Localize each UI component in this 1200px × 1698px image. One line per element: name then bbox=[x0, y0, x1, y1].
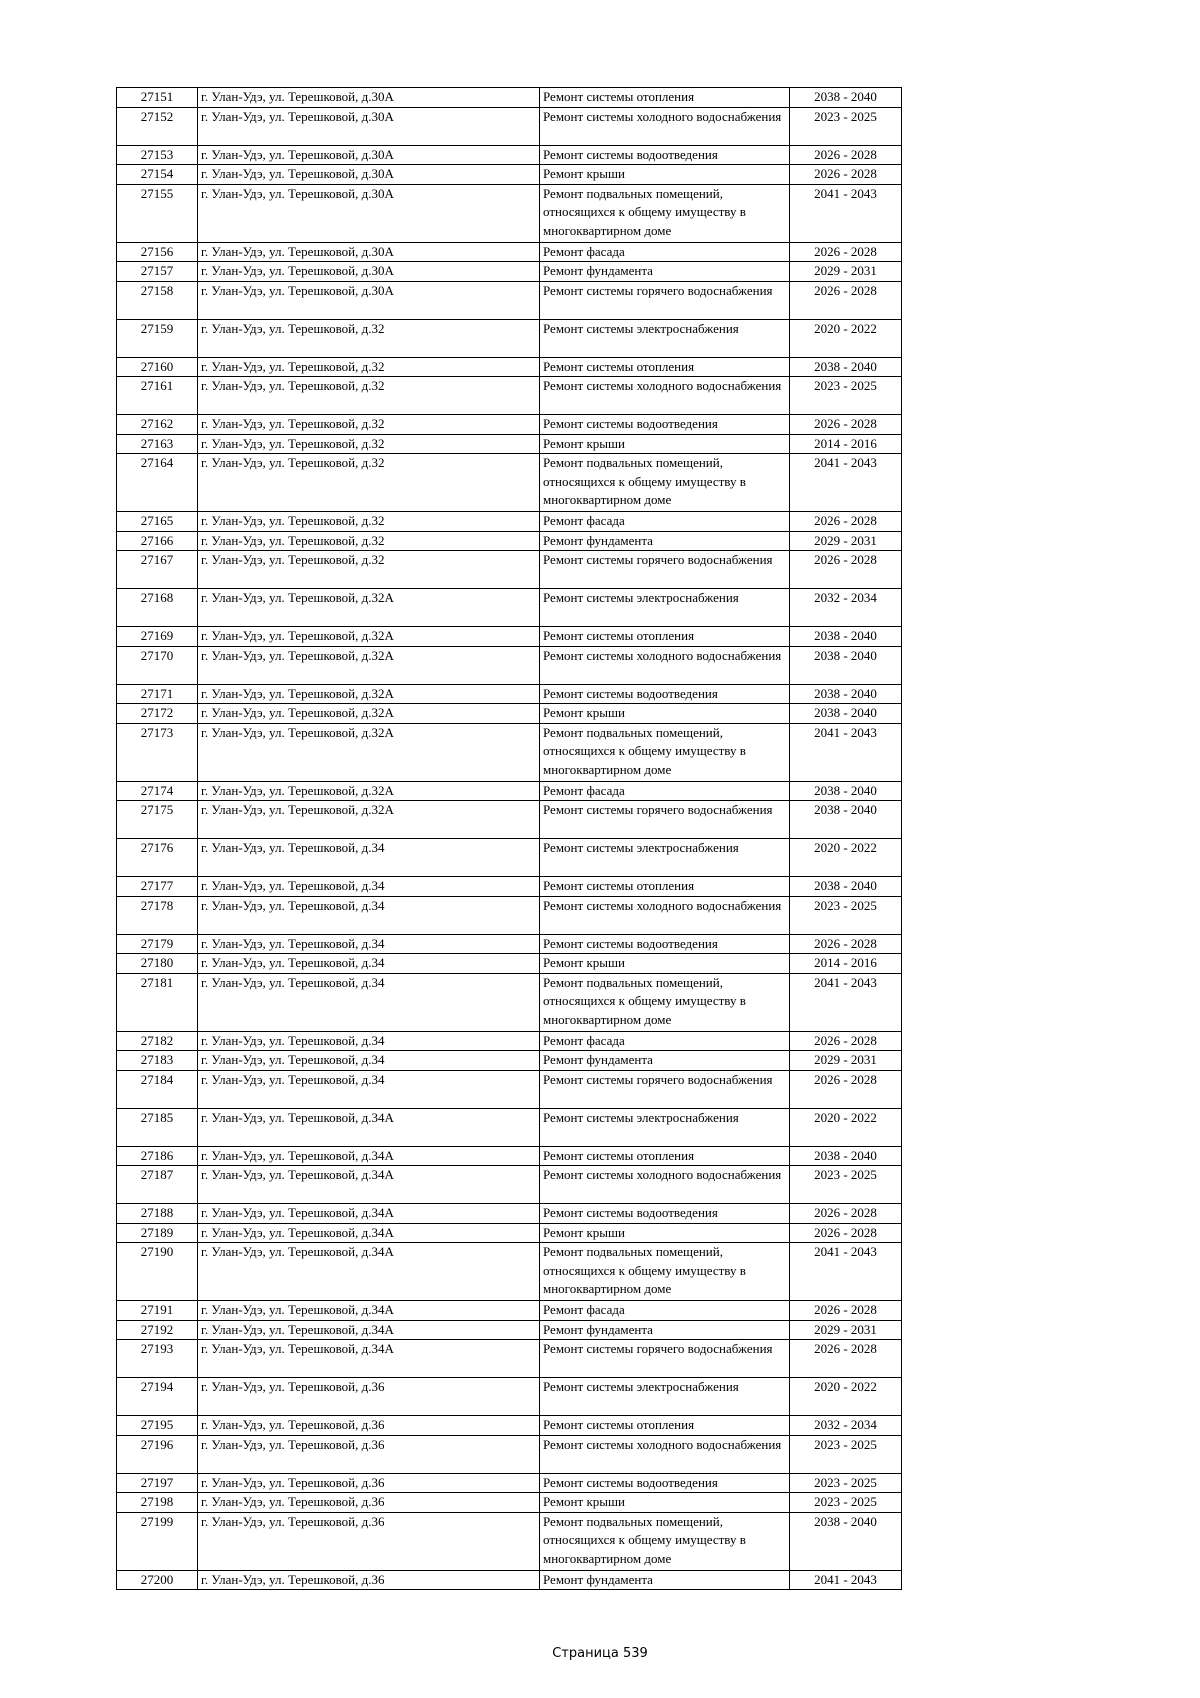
address-cell: г. Улан-Удэ, ул. Терешковой, д.34 bbox=[198, 973, 540, 1031]
table-row bbox=[117, 242, 902, 262]
period-cell: 2038 - 2040 bbox=[790, 627, 902, 647]
address-cell: г. Улан-Удэ, ул. Терешковой, д.32 bbox=[198, 531, 540, 551]
row-number-cell: 27189 bbox=[117, 1223, 198, 1243]
period-cell: 2038 - 2040 bbox=[790, 801, 902, 839]
table-row bbox=[117, 1243, 902, 1301]
table-row bbox=[117, 145, 902, 165]
period-cell: 2023 - 2025 bbox=[790, 896, 902, 934]
table-row bbox=[117, 415, 902, 435]
row-number-cell: 27197 bbox=[117, 1473, 198, 1493]
table-row bbox=[117, 165, 902, 185]
work-type-cell: Ремонт фундамента bbox=[540, 262, 790, 282]
table-row bbox=[117, 1146, 902, 1166]
work-type-cell: Ремонт системы электроснабжения bbox=[540, 839, 790, 877]
row-number-cell: 27176 bbox=[117, 839, 198, 877]
row-number-cell: 27156 bbox=[117, 242, 198, 262]
address-cell: г. Улан-Удэ, ул. Терешковой, д.36 bbox=[198, 1473, 540, 1493]
address-cell: г. Улан-Удэ, ул. Терешковой, д.36 bbox=[198, 1512, 540, 1570]
address-cell: г. Улан-Удэ, ул. Терешковой, д.32 bbox=[198, 512, 540, 532]
row-number-cell: 27173 bbox=[117, 723, 198, 781]
row-number-cell: 27180 bbox=[117, 954, 198, 974]
period-cell: 2038 - 2040 bbox=[790, 1146, 902, 1166]
address-cell: г. Улан-Удэ, ул. Терешковой, д.32 bbox=[198, 454, 540, 512]
table-row bbox=[117, 551, 902, 589]
work-type-cell: Ремонт фундамента bbox=[540, 531, 790, 551]
period-cell: 2026 - 2028 bbox=[790, 1301, 902, 1321]
address-cell: г. Улан-Удэ, ул. Терешковой, д.32А bbox=[198, 781, 540, 801]
row-number-cell: 27160 bbox=[117, 357, 198, 377]
table-row bbox=[117, 723, 902, 781]
period-cell: 2041 - 2043 bbox=[790, 1570, 902, 1590]
period-cell: 2038 - 2040 bbox=[790, 1512, 902, 1570]
address-cell: г. Улан-Удэ, ул. Терешковой, д.30А bbox=[198, 88, 540, 108]
row-number-cell: 27171 bbox=[117, 684, 198, 704]
work-type-cell: Ремонт системы отопления bbox=[540, 627, 790, 647]
address-cell: г. Улан-Удэ, ул. Терешковой, д.36 bbox=[198, 1435, 540, 1473]
work-type-cell: Ремонт системы водоотведения bbox=[540, 1473, 790, 1493]
work-type-cell: Ремонт системы холодного водоснабжения bbox=[540, 896, 790, 934]
address-cell: г. Улан-Удэ, ул. Терешковой, д.34 bbox=[198, 934, 540, 954]
work-type-cell: Ремонт фасада bbox=[540, 781, 790, 801]
row-number-cell: 27200 bbox=[117, 1570, 198, 1590]
row-number-cell: 27185 bbox=[117, 1108, 198, 1146]
work-type-cell: Ремонт подвальных помещений, относящихся к общему имуществу в многоквартирном доме bbox=[540, 1512, 790, 1570]
work-type-cell: Ремонт системы холодного водоснабжения bbox=[540, 1166, 790, 1204]
page-number: Страница 539 bbox=[552, 1646, 648, 1661]
period-cell: 2026 - 2028 bbox=[790, 165, 902, 185]
period-cell: 2014 - 2016 bbox=[790, 434, 902, 454]
work-type-cell: Ремонт подвальных помещений, относящихся к общему имуществу в многоквартирном доме bbox=[540, 1243, 790, 1301]
row-number-cell: 27165 bbox=[117, 512, 198, 532]
table-row bbox=[117, 1204, 902, 1224]
work-type-cell: Ремонт крыши bbox=[540, 954, 790, 974]
period-cell: 2023 - 2025 bbox=[790, 377, 902, 415]
work-type-cell: Ремонт системы холодного водоснабжения bbox=[540, 1435, 790, 1473]
work-type-cell: Ремонт системы отопления bbox=[540, 1146, 790, 1166]
address-cell: г. Улан-Удэ, ул. Терешковой, д.30А bbox=[198, 107, 540, 145]
work-type-cell: Ремонт системы горячего водоснабжения bbox=[540, 801, 790, 839]
address-cell: г. Улан-Удэ, ул. Терешковой, д.32 bbox=[198, 415, 540, 435]
work-type-cell: Ремонт системы электроснабжения bbox=[540, 589, 790, 627]
address-cell: г. Улан-Удэ, ул. Терешковой, д.34А bbox=[198, 1243, 540, 1301]
address-cell: г. Улан-Удэ, ул. Терешковой, д.36 bbox=[198, 1416, 540, 1436]
row-number-cell: 27199 bbox=[117, 1512, 198, 1570]
row-number-cell: 27159 bbox=[117, 319, 198, 357]
row-number-cell: 27190 bbox=[117, 1243, 198, 1301]
address-cell: г. Улан-Удэ, ул. Терешковой, д.32А bbox=[198, 627, 540, 647]
work-type-cell: Ремонт системы водоотведения bbox=[540, 145, 790, 165]
table-row bbox=[117, 1570, 902, 1590]
work-type-cell: Ремонт системы отопления bbox=[540, 877, 790, 897]
table-row bbox=[117, 877, 902, 897]
table-row bbox=[117, 1166, 902, 1204]
period-cell: 2041 - 2043 bbox=[790, 973, 902, 1031]
address-cell: г. Улан-Удэ, ул. Терешковой, д.34 bbox=[198, 954, 540, 974]
period-cell: 2020 - 2022 bbox=[790, 1108, 902, 1146]
row-number-cell: 27151 bbox=[117, 88, 198, 108]
work-type-cell: Ремонт системы водоотведения bbox=[540, 1204, 790, 1224]
table-row bbox=[117, 262, 902, 282]
period-cell: 2026 - 2028 bbox=[790, 512, 902, 532]
row-number-cell: 27153 bbox=[117, 145, 198, 165]
work-type-cell: Ремонт системы водоотведения bbox=[540, 684, 790, 704]
row-number-cell: 27183 bbox=[117, 1051, 198, 1071]
period-cell: 2032 - 2034 bbox=[790, 589, 902, 627]
period-cell: 2038 - 2040 bbox=[790, 704, 902, 724]
row-number-cell: 27170 bbox=[117, 646, 198, 684]
row-number-cell: 27191 bbox=[117, 1301, 198, 1321]
period-cell: 2026 - 2028 bbox=[790, 1223, 902, 1243]
work-type-cell: Ремонт подвальных помещений, относящихся к общему имуществу в многоквартирном доме bbox=[540, 184, 790, 242]
period-cell: 2020 - 2022 bbox=[790, 839, 902, 877]
period-cell: 2041 - 2043 bbox=[790, 454, 902, 512]
period-cell: 2026 - 2028 bbox=[790, 551, 902, 589]
period-cell: 2026 - 2028 bbox=[790, 242, 902, 262]
table-row bbox=[117, 434, 902, 454]
table-row bbox=[117, 531, 902, 551]
row-number-cell: 27196 bbox=[117, 1435, 198, 1473]
table-row bbox=[117, 1031, 902, 1051]
address-cell: г. Улан-Удэ, ул. Терешковой, д.32А bbox=[198, 801, 540, 839]
row-number-cell: 27175 bbox=[117, 801, 198, 839]
work-type-cell: Ремонт системы отопления bbox=[540, 1416, 790, 1436]
row-number-cell: 27194 bbox=[117, 1378, 198, 1416]
work-type-cell: Ремонт системы горячего водоснабжения bbox=[540, 281, 790, 319]
work-type-cell: Ремонт системы холодного водоснабжения bbox=[540, 646, 790, 684]
address-cell: г. Улан-Удэ, ул. Терешковой, д.34А bbox=[198, 1320, 540, 1340]
work-type-cell: Ремонт фасада bbox=[540, 512, 790, 532]
period-cell: 2038 - 2040 bbox=[790, 357, 902, 377]
address-cell: г. Улан-Удэ, ул. Терешковой, д.32 bbox=[198, 357, 540, 377]
period-cell: 2026 - 2028 bbox=[790, 415, 902, 435]
work-type-cell: Ремонт системы водоотведения bbox=[540, 934, 790, 954]
period-cell: 2032 - 2034 bbox=[790, 1416, 902, 1436]
table-row bbox=[117, 646, 902, 684]
table-row bbox=[117, 1340, 902, 1378]
row-number-cell: 27178 bbox=[117, 896, 198, 934]
work-type-cell: Ремонт системы отопления bbox=[540, 357, 790, 377]
table-row bbox=[117, 88, 902, 108]
row-number-cell: 27158 bbox=[117, 281, 198, 319]
work-type-cell: Ремонт подвальных помещений, относящихся к общему имуществу в многоквартирном доме bbox=[540, 973, 790, 1031]
period-cell: 2026 - 2028 bbox=[790, 1070, 902, 1108]
row-number-cell: 27154 bbox=[117, 165, 198, 185]
address-cell: г. Улан-Удэ, ул. Терешковой, д.32 bbox=[198, 551, 540, 589]
table-row bbox=[117, 627, 902, 647]
period-cell: 2038 - 2040 bbox=[790, 646, 902, 684]
table-row bbox=[117, 684, 902, 704]
address-cell: г. Улан-Удэ, ул. Терешковой, д.32А bbox=[198, 704, 540, 724]
address-cell: г. Улан-Удэ, ул. Терешковой, д.34 bbox=[198, 839, 540, 877]
address-cell: г. Улан-Удэ, ул. Терешковой, д.30А bbox=[198, 262, 540, 282]
address-cell: г. Улан-Удэ, ул. Терешковой, д.34А bbox=[198, 1301, 540, 1321]
table-row bbox=[117, 184, 902, 242]
work-type-cell: Ремонт крыши bbox=[540, 1223, 790, 1243]
table-row bbox=[117, 801, 902, 839]
work-type-cell: Ремонт крыши bbox=[540, 434, 790, 454]
period-cell: 2023 - 2025 bbox=[790, 1493, 902, 1513]
address-cell: г. Улан-Удэ, ул. Терешковой, д.32А bbox=[198, 723, 540, 781]
address-cell: г. Улан-Удэ, ул. Терешковой, д.30А bbox=[198, 145, 540, 165]
address-cell: г. Улан-Удэ, ул. Терешковой, д.30А bbox=[198, 281, 540, 319]
table-row bbox=[117, 589, 902, 627]
row-number-cell: 27168 bbox=[117, 589, 198, 627]
work-type-cell: Ремонт системы горячего водоснабжения bbox=[540, 1340, 790, 1378]
table-row bbox=[117, 377, 902, 415]
work-type-cell: Ремонт системы холодного водоснабжения bbox=[540, 377, 790, 415]
row-number-cell: 27172 bbox=[117, 704, 198, 724]
work-type-cell: Ремонт системы электроснабжения bbox=[540, 1108, 790, 1146]
table-row bbox=[117, 1070, 902, 1108]
row-number-cell: 27162 bbox=[117, 415, 198, 435]
table-row bbox=[117, 1301, 902, 1321]
address-cell: г. Улан-Удэ, ул. Терешковой, д.34А bbox=[198, 1108, 540, 1146]
table-row bbox=[117, 954, 902, 974]
address-cell: г. Улан-Удэ, ул. Терешковой, д.34А bbox=[198, 1204, 540, 1224]
period-cell: 2038 - 2040 bbox=[790, 877, 902, 897]
row-number-cell: 27182 bbox=[117, 1031, 198, 1051]
table-row bbox=[117, 107, 902, 145]
table-row bbox=[117, 1512, 902, 1570]
period-cell: 2029 - 2031 bbox=[790, 1320, 902, 1340]
work-type-cell: Ремонт фундамента bbox=[540, 1051, 790, 1071]
address-cell: г. Улан-Удэ, ул. Терешковой, д.34А bbox=[198, 1340, 540, 1378]
period-cell: 2023 - 2025 bbox=[790, 1435, 902, 1473]
table-row bbox=[117, 781, 902, 801]
row-number-cell: 27187 bbox=[117, 1166, 198, 1204]
period-cell: 2026 - 2028 bbox=[790, 1031, 902, 1051]
table-row bbox=[117, 454, 902, 512]
row-number-cell: 27188 bbox=[117, 1204, 198, 1224]
row-number-cell: 27192 bbox=[117, 1320, 198, 1340]
period-cell: 2029 - 2031 bbox=[790, 262, 902, 282]
address-cell: г. Улан-Удэ, ул. Терешковой, д.32 bbox=[198, 434, 540, 454]
address-cell: г. Улан-Удэ, ул. Терешковой, д.36 bbox=[198, 1493, 540, 1513]
period-cell: 2041 - 2043 bbox=[790, 1243, 902, 1301]
period-cell: 2026 - 2028 bbox=[790, 281, 902, 319]
period-cell: 2026 - 2028 bbox=[790, 934, 902, 954]
work-type-cell: Ремонт системы водоотведения bbox=[540, 415, 790, 435]
work-type-cell: Ремонт фундамента bbox=[540, 1320, 790, 1340]
address-cell: г. Улан-Удэ, ул. Терешковой, д.34 bbox=[198, 896, 540, 934]
row-number-cell: 27186 bbox=[117, 1146, 198, 1166]
table-row bbox=[117, 319, 902, 357]
work-type-cell: Ремонт фасада bbox=[540, 242, 790, 262]
table-body bbox=[117, 88, 902, 1590]
period-cell: 2014 - 2016 bbox=[790, 954, 902, 974]
address-cell: г. Улан-Удэ, ул. Терешковой, д.30А bbox=[198, 242, 540, 262]
address-cell: г. Улан-Удэ, ул. Терешковой, д.30А bbox=[198, 165, 540, 185]
row-number-cell: 27152 bbox=[117, 107, 198, 145]
table-row bbox=[117, 1108, 902, 1146]
row-number-cell: 27163 bbox=[117, 434, 198, 454]
address-cell: г. Улан-Удэ, ул. Терешковой, д.34А bbox=[198, 1166, 540, 1204]
row-number-cell: 27167 bbox=[117, 551, 198, 589]
table-row bbox=[117, 1051, 902, 1071]
row-number-cell: 27184 bbox=[117, 1070, 198, 1108]
work-type-cell: Ремонт фасада bbox=[540, 1031, 790, 1051]
table-row bbox=[117, 1435, 902, 1473]
address-cell: г. Улан-Удэ, ул. Терешковой, д.32А bbox=[198, 684, 540, 704]
table-row bbox=[117, 1416, 902, 1436]
work-type-cell: Ремонт системы электроснабжения bbox=[540, 1378, 790, 1416]
period-cell: 2020 - 2022 bbox=[790, 319, 902, 357]
row-number-cell: 27169 bbox=[117, 627, 198, 647]
work-type-cell: Ремонт системы отопления bbox=[540, 88, 790, 108]
address-cell: г. Улан-Удэ, ул. Терешковой, д.34 bbox=[198, 1031, 540, 1051]
row-number-cell: 27174 bbox=[117, 781, 198, 801]
table-row bbox=[117, 704, 902, 724]
address-cell: г. Улан-Удэ, ул. Терешковой, д.34 bbox=[198, 1051, 540, 1071]
row-number-cell: 27195 bbox=[117, 1416, 198, 1436]
table-row bbox=[117, 839, 902, 877]
work-type-cell: Ремонт крыши bbox=[540, 704, 790, 724]
row-number-cell: 27161 bbox=[117, 377, 198, 415]
period-cell: 2026 - 2028 bbox=[790, 1340, 902, 1378]
period-cell: 2038 - 2040 bbox=[790, 88, 902, 108]
table-row bbox=[117, 1223, 902, 1243]
work-type-cell: Ремонт подвальных помещений, относящихся к общему имуществу в многоквартирном доме bbox=[540, 723, 790, 781]
table-row bbox=[117, 896, 902, 934]
row-number-cell: 27179 bbox=[117, 934, 198, 954]
row-number-cell: 27177 bbox=[117, 877, 198, 897]
period-cell: 2023 - 2025 bbox=[790, 1473, 902, 1493]
work-type-cell: Ремонт системы холодного водоснабжения bbox=[540, 107, 790, 145]
address-cell: г. Улан-Удэ, ул. Терешковой, д.34А bbox=[198, 1223, 540, 1243]
work-type-cell: Ремонт крыши bbox=[540, 165, 790, 185]
period-cell: 2023 - 2025 bbox=[790, 1166, 902, 1204]
repair-schedule-table bbox=[116, 87, 902, 1590]
address-cell: г. Улан-Удэ, ул. Терешковой, д.30А bbox=[198, 184, 540, 242]
address-cell: г. Улан-Удэ, ул. Терешковой, д.36 bbox=[198, 1378, 540, 1416]
address-cell: г. Улан-Удэ, ул. Терешковой, д.34 bbox=[198, 1070, 540, 1108]
table-row bbox=[117, 1378, 902, 1416]
table-row bbox=[117, 934, 902, 954]
work-type-cell: Ремонт подвальных помещений, относящихся к общему имуществу в многоквартирном доме bbox=[540, 454, 790, 512]
address-cell: г. Улан-Удэ, ул. Терешковой, д.34 bbox=[198, 877, 540, 897]
table-row bbox=[117, 1320, 902, 1340]
address-cell: г. Улан-Удэ, ул. Терешковой, д.32А bbox=[198, 646, 540, 684]
period-cell: 2038 - 2040 bbox=[790, 781, 902, 801]
work-type-cell: Ремонт фундамента bbox=[540, 1570, 790, 1590]
period-cell: 2041 - 2043 bbox=[790, 723, 902, 781]
row-number-cell: 27198 bbox=[117, 1493, 198, 1513]
period-cell: 2029 - 2031 bbox=[790, 531, 902, 551]
address-cell: г. Улан-Удэ, ул. Терешковой, д.34А bbox=[198, 1146, 540, 1166]
address-cell: г. Улан-Удэ, ул. Терешковой, д.32 bbox=[198, 377, 540, 415]
period-cell: 2020 - 2022 bbox=[790, 1378, 902, 1416]
table-row bbox=[117, 973, 902, 1031]
table-row bbox=[117, 1493, 902, 1513]
row-number-cell: 27155 bbox=[117, 184, 198, 242]
work-type-cell: Ремонт крыши bbox=[540, 1493, 790, 1513]
period-cell: 2038 - 2040 bbox=[790, 684, 902, 704]
work-type-cell: Ремонт системы горячего водоснабжения bbox=[540, 551, 790, 589]
table-row bbox=[117, 281, 902, 319]
row-number-cell: 27166 bbox=[117, 531, 198, 551]
table-row bbox=[117, 357, 902, 377]
address-cell: г. Улан-Удэ, ул. Терешковой, д.32А bbox=[198, 589, 540, 627]
address-cell: г. Улан-Удэ, ул. Терешковой, д.32 bbox=[198, 319, 540, 357]
period-cell: 2041 - 2043 bbox=[790, 184, 902, 242]
work-type-cell: Ремонт системы электроснабжения bbox=[540, 319, 790, 357]
work-type-cell: Ремонт фасада bbox=[540, 1301, 790, 1321]
table-row bbox=[117, 1473, 902, 1493]
period-cell: 2026 - 2028 bbox=[790, 145, 902, 165]
period-cell: 2023 - 2025 bbox=[790, 107, 902, 145]
row-number-cell: 27181 bbox=[117, 973, 198, 1031]
address-cell: г. Улан-Удэ, ул. Терешковой, д.36 bbox=[198, 1570, 540, 1590]
period-cell: 2026 - 2028 bbox=[790, 1204, 902, 1224]
row-number-cell: 27164 bbox=[117, 454, 198, 512]
period-cell: 2029 - 2031 bbox=[790, 1051, 902, 1071]
table-row bbox=[117, 512, 902, 532]
row-number-cell: 27157 bbox=[117, 262, 198, 282]
work-type-cell: Ремонт системы горячего водоснабжения bbox=[540, 1070, 790, 1108]
row-number-cell: 27193 bbox=[117, 1340, 198, 1378]
